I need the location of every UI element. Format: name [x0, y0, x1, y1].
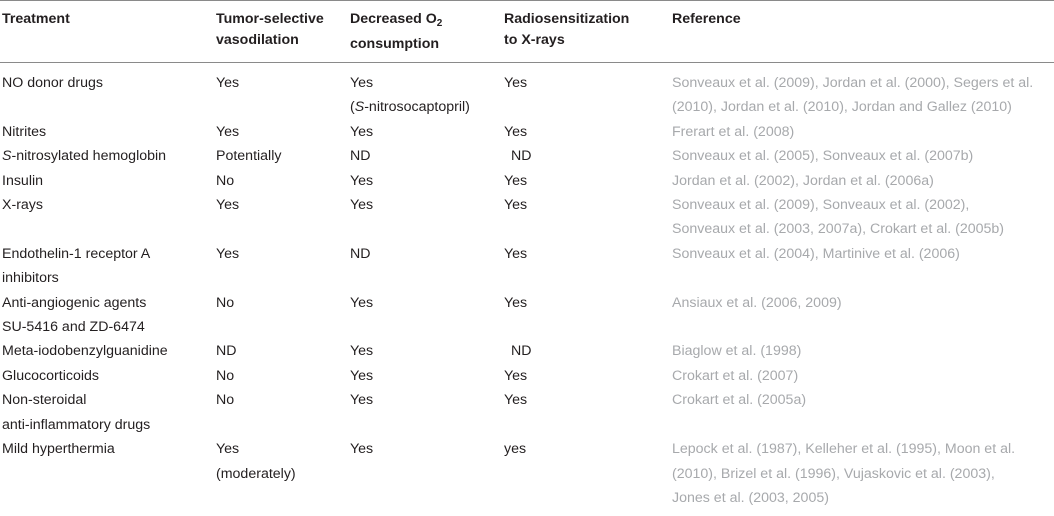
vasodilation-cell: No	[216, 172, 235, 189]
treatment-cell: Insulin	[2, 172, 44, 189]
reference-cell: Sonveaux et al. (2009), Jordan et al. (2000), Segers et al. (2010), Jordan et al. (2010), Jordan and Gallez (2010)	[672, 75, 1034, 116]
radio-cell: ND	[511, 343, 532, 360]
table-row	[0, 242, 1054, 291]
table-row	[0, 169, 1054, 193]
reference-cell: Ansiaux et al. (2006, 2009)	[672, 294, 842, 311]
o2-cell: Yes	[350, 392, 374, 409]
o2-cell: Yes	[350, 367, 374, 384]
vasodilation-cell: No	[216, 367, 235, 384]
o2-cell: Yes	[350, 123, 374, 140]
vasodilation-cell: Yes	[216, 245, 240, 262]
reference-cell: Crokart et al. (2005a)	[672, 392, 807, 409]
header-treatment: Treatment	[0, 1, 212, 63]
table-row	[0, 437, 1054, 516]
header-vasodilation: Tumor-selective vasodilation	[212, 1, 346, 63]
vasodilation-cell: ND	[216, 343, 237, 360]
radio-cell: Yes	[504, 367, 528, 384]
table-row	[0, 388, 1054, 437]
vasodilation-cell: Yes	[216, 123, 240, 140]
radio-cell: Yes	[504, 123, 528, 140]
radio-cell: Yes	[504, 172, 528, 189]
o2-cell: Yes	[350, 197, 374, 214]
table-row	[0, 291, 1054, 340]
header-radiosensitization: Radiosensitization to X-rays	[500, 1, 668, 63]
vasodilation-cell: No	[216, 294, 235, 311]
treatment-cell: Anti-angiogenic agents SU-5416 and ZD-6474	[2, 294, 147, 336]
radio-cell: Yes	[504, 392, 528, 409]
reference-cell: Frerart et al. (2008)	[672, 123, 795, 140]
treatment-cell: Mild hyperthermia	[2, 441, 115, 458]
o2-cell: ND	[350, 148, 371, 165]
reference-cell: Jordan et al. (2002), Jordan et al. (2006a)	[672, 172, 934, 189]
header-row	[0, 1, 1054, 63]
reference-cell: Sonveaux et al. (2004), Martinive et al. (2006)	[672, 245, 960, 262]
radio-cell: ND	[511, 148, 532, 165]
treatment-cell: NO donor drugs	[2, 75, 103, 91]
o2-cell: Yes	[350, 172, 374, 189]
reference-cell: Crokart et al. (2007)	[672, 367, 799, 384]
vasodilation-cell: No	[216, 392, 235, 409]
treatment-cell: Endothelin-1 receptor A inhibitors	[2, 245, 151, 287]
treatment-cell: Glucocorticoids	[2, 367, 99, 384]
treatment-cell: Non-steroidal anti-inflammatory drugs	[2, 392, 151, 433]
o2-cell: ND	[350, 245, 371, 262]
treatment-cell: Nitrites	[2, 123, 47, 140]
radio-cell: Yes	[504, 245, 528, 262]
o2-cell: Yes	[350, 294, 374, 311]
vasodilation-cell: Potentially	[216, 148, 282, 165]
reference-cell: Sonveaux et al. (2009), Sonveaux et al. (2002), Sonveaux et al. (2003, 2007a), Crokart et al. (2005b)	[672, 197, 1005, 238]
vasodilation-cell: Yes	[216, 75, 240, 91]
reference-cell: Biaglow et al. (1998)	[672, 343, 802, 360]
treatment-cell: Meta-iodobenzylguanidine	[2, 343, 168, 360]
treatment-cell: S-nitrosylated hemoglobin	[2, 148, 167, 165]
o2-cell: Yes (S-nitrosocaptopril)	[350, 75, 470, 116]
table-row	[0, 120, 1054, 144]
o2-cell: Yes	[350, 343, 374, 360]
table-row	[0, 339, 1054, 363]
header-reference: Reference	[668, 1, 1054, 63]
table-row	[0, 144, 1054, 168]
table-row	[0, 364, 1054, 388]
header-o2-consumption: Decreased $O_2$ consumption	[346, 1, 500, 63]
radio-cell: yes	[504, 441, 527, 458]
table-row	[0, 63, 1054, 120]
vasodilation-cell: Yes	[216, 197, 240, 214]
radio-cell: Yes	[504, 294, 528, 311]
o2-cell: Yes	[350, 441, 374, 458]
vasodilation-cell: Yes (moderately)	[216, 441, 296, 482]
table-row	[0, 193, 1054, 242]
reference-cell: Lepock et al. (1987), Kelleher et al. (1995), Moon et al. (2010), Brizel et al. (1996), Vujaskovic et al. (2003), Jones et al. (2003, 2005)	[672, 441, 1016, 506]
treatment-cell: X-rays	[2, 197, 43, 214]
reference-cell: Sonveaux et al. (2005), Sonveaux et al. (2007b)	[672, 148, 974, 165]
radio-cell: Yes	[504, 75, 528, 91]
radio-cell: Yes	[504, 197, 528, 214]
